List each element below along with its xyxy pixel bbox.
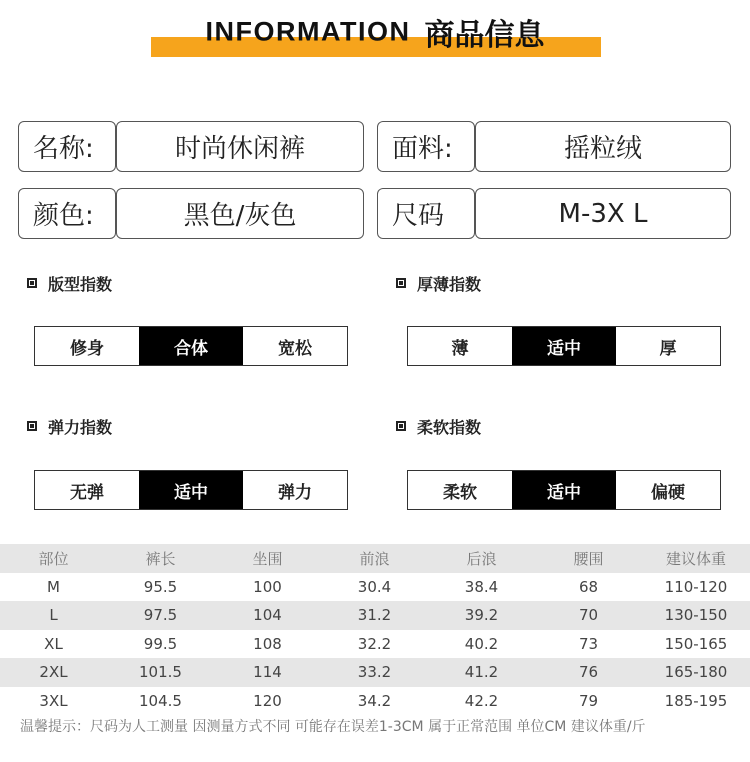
bullet-icon: [27, 421, 37, 431]
fit-index-title: [27, 272, 112, 294]
table-cell: 185-195: [664, 691, 728, 710]
table-cell: 95.5: [143, 577, 178, 596]
elasticity-option-stretch: 弹力: [278, 482, 312, 503]
size-value: M-3X L: [475, 188, 731, 239]
elasticity-option-medium: 适中: [139, 471, 243, 509]
table-cell: 40.2: [464, 634, 499, 653]
table-cell: 100: [253, 577, 282, 596]
table-cell: 73: [578, 634, 599, 653]
table-header-cell: 建议体重: [665, 549, 726, 568]
thickness-index-title-text: 厚薄指数: [417, 274, 482, 294]
bullet-icon: [27, 278, 37, 288]
name-label: 名称:: [18, 121, 116, 172]
elasticity-option-none: 无弹: [70, 482, 104, 503]
fit-index-scale: [34, 326, 348, 366]
table-cell: 120: [253, 691, 282, 710]
table-cell: 2XL: [39, 663, 68, 682]
table-cell: 110-120: [664, 577, 728, 596]
table-header-cell: 后浪: [466, 549, 497, 568]
table-cell: 108: [253, 634, 282, 653]
thickness-option-thick: 厚: [659, 338, 677, 359]
table-cell: 101.5: [139, 663, 182, 682]
table-cell: L: [49, 606, 58, 625]
thickness-index-title: [396, 272, 481, 294]
table-cell: 39.2: [464, 606, 499, 625]
fabric-value: 摇粒绒: [475, 121, 731, 172]
table-row: [0, 687, 750, 716]
table-cell: 99.5: [143, 634, 178, 653]
thickness-option-medium: 适中: [512, 327, 616, 365]
fabric-label: 面料:: [377, 121, 475, 172]
table-header-row: [0, 544, 750, 573]
table-header-cell: 部位: [38, 549, 69, 568]
softness-option-soft: 柔软: [443, 482, 477, 503]
size-table: [0, 544, 750, 715]
header-title-en: INFORMATION: [205, 16, 411, 47]
table-cell: 30.4: [357, 577, 392, 596]
thickness-option-thin: 薄: [451, 338, 469, 359]
fit-option-regular: 合体: [139, 327, 243, 365]
table-cell: 32.2: [357, 634, 392, 653]
thickness-index-scale: [407, 326, 721, 366]
table-cell: 79: [578, 691, 599, 710]
fit-option-loose: 宽松: [278, 338, 312, 359]
table-cell: 130-150: [664, 606, 728, 625]
table-row: [0, 601, 750, 630]
table-cell: 41.2: [464, 663, 499, 682]
name-value: 时尚休闲裤: [116, 121, 364, 172]
table-cell: M: [47, 577, 60, 596]
table-cell: XL: [44, 634, 63, 653]
table-cell: 76: [578, 663, 599, 682]
table-header-cell: 裤长: [145, 549, 176, 568]
elasticity-index-title-text: 弹力指数: [48, 417, 113, 437]
table-cell: 70: [578, 606, 599, 625]
table-cell: 97.5: [143, 606, 178, 625]
softness-option-medium: 适中: [512, 471, 616, 509]
softness-index-scale: [407, 470, 721, 510]
table-header-cell: 前浪: [359, 549, 390, 568]
table-cell: 42.2: [464, 691, 499, 710]
measurement-note: 温馨提示：尺码为人工测量 因测量方式不同 可能存在误差1-3CM 属于正常范围 单位CM 建议体重/斤: [20, 719, 646, 735]
table-cell: 31.2: [357, 606, 392, 625]
softness-index-title: [396, 415, 481, 437]
table-cell: 3XL: [39, 691, 68, 710]
table-cell: 33.2: [357, 663, 392, 682]
color-value: 黑色/灰色: [116, 188, 364, 239]
softness-index-title-text: 柔软指数: [417, 417, 482, 437]
table-cell: 150-165: [664, 634, 728, 653]
color-label: 颜色:: [18, 188, 116, 239]
header-title: [0, 10, 750, 54]
bullet-icon: [396, 278, 406, 288]
bullet-icon: [396, 421, 406, 431]
table-cell: 104.5: [139, 691, 182, 710]
header-title-zh: 商品信息: [424, 18, 545, 53]
elasticity-index-scale: [34, 470, 348, 510]
table-row: [0, 658, 750, 687]
table-header-cell: 腰围: [573, 549, 604, 568]
table-cell: 38.4: [464, 577, 499, 596]
table-cell: 104: [253, 606, 282, 625]
softness-option-stiff: 偏硬: [651, 482, 685, 503]
elasticity-index-title: [27, 415, 112, 437]
size-label: 尺码: [377, 188, 475, 239]
fit-index-title-text: 版型指数: [48, 274, 113, 294]
fit-option-slim: 修身: [70, 338, 104, 359]
table-row: [0, 573, 750, 602]
table-row: [0, 630, 750, 659]
table-cell: 34.2: [357, 691, 392, 710]
table-cell: 114: [253, 663, 282, 682]
table-cell: 68: [578, 577, 599, 596]
table-header-cell: 坐围: [252, 549, 283, 568]
table-cell: 165-180: [664, 663, 728, 682]
